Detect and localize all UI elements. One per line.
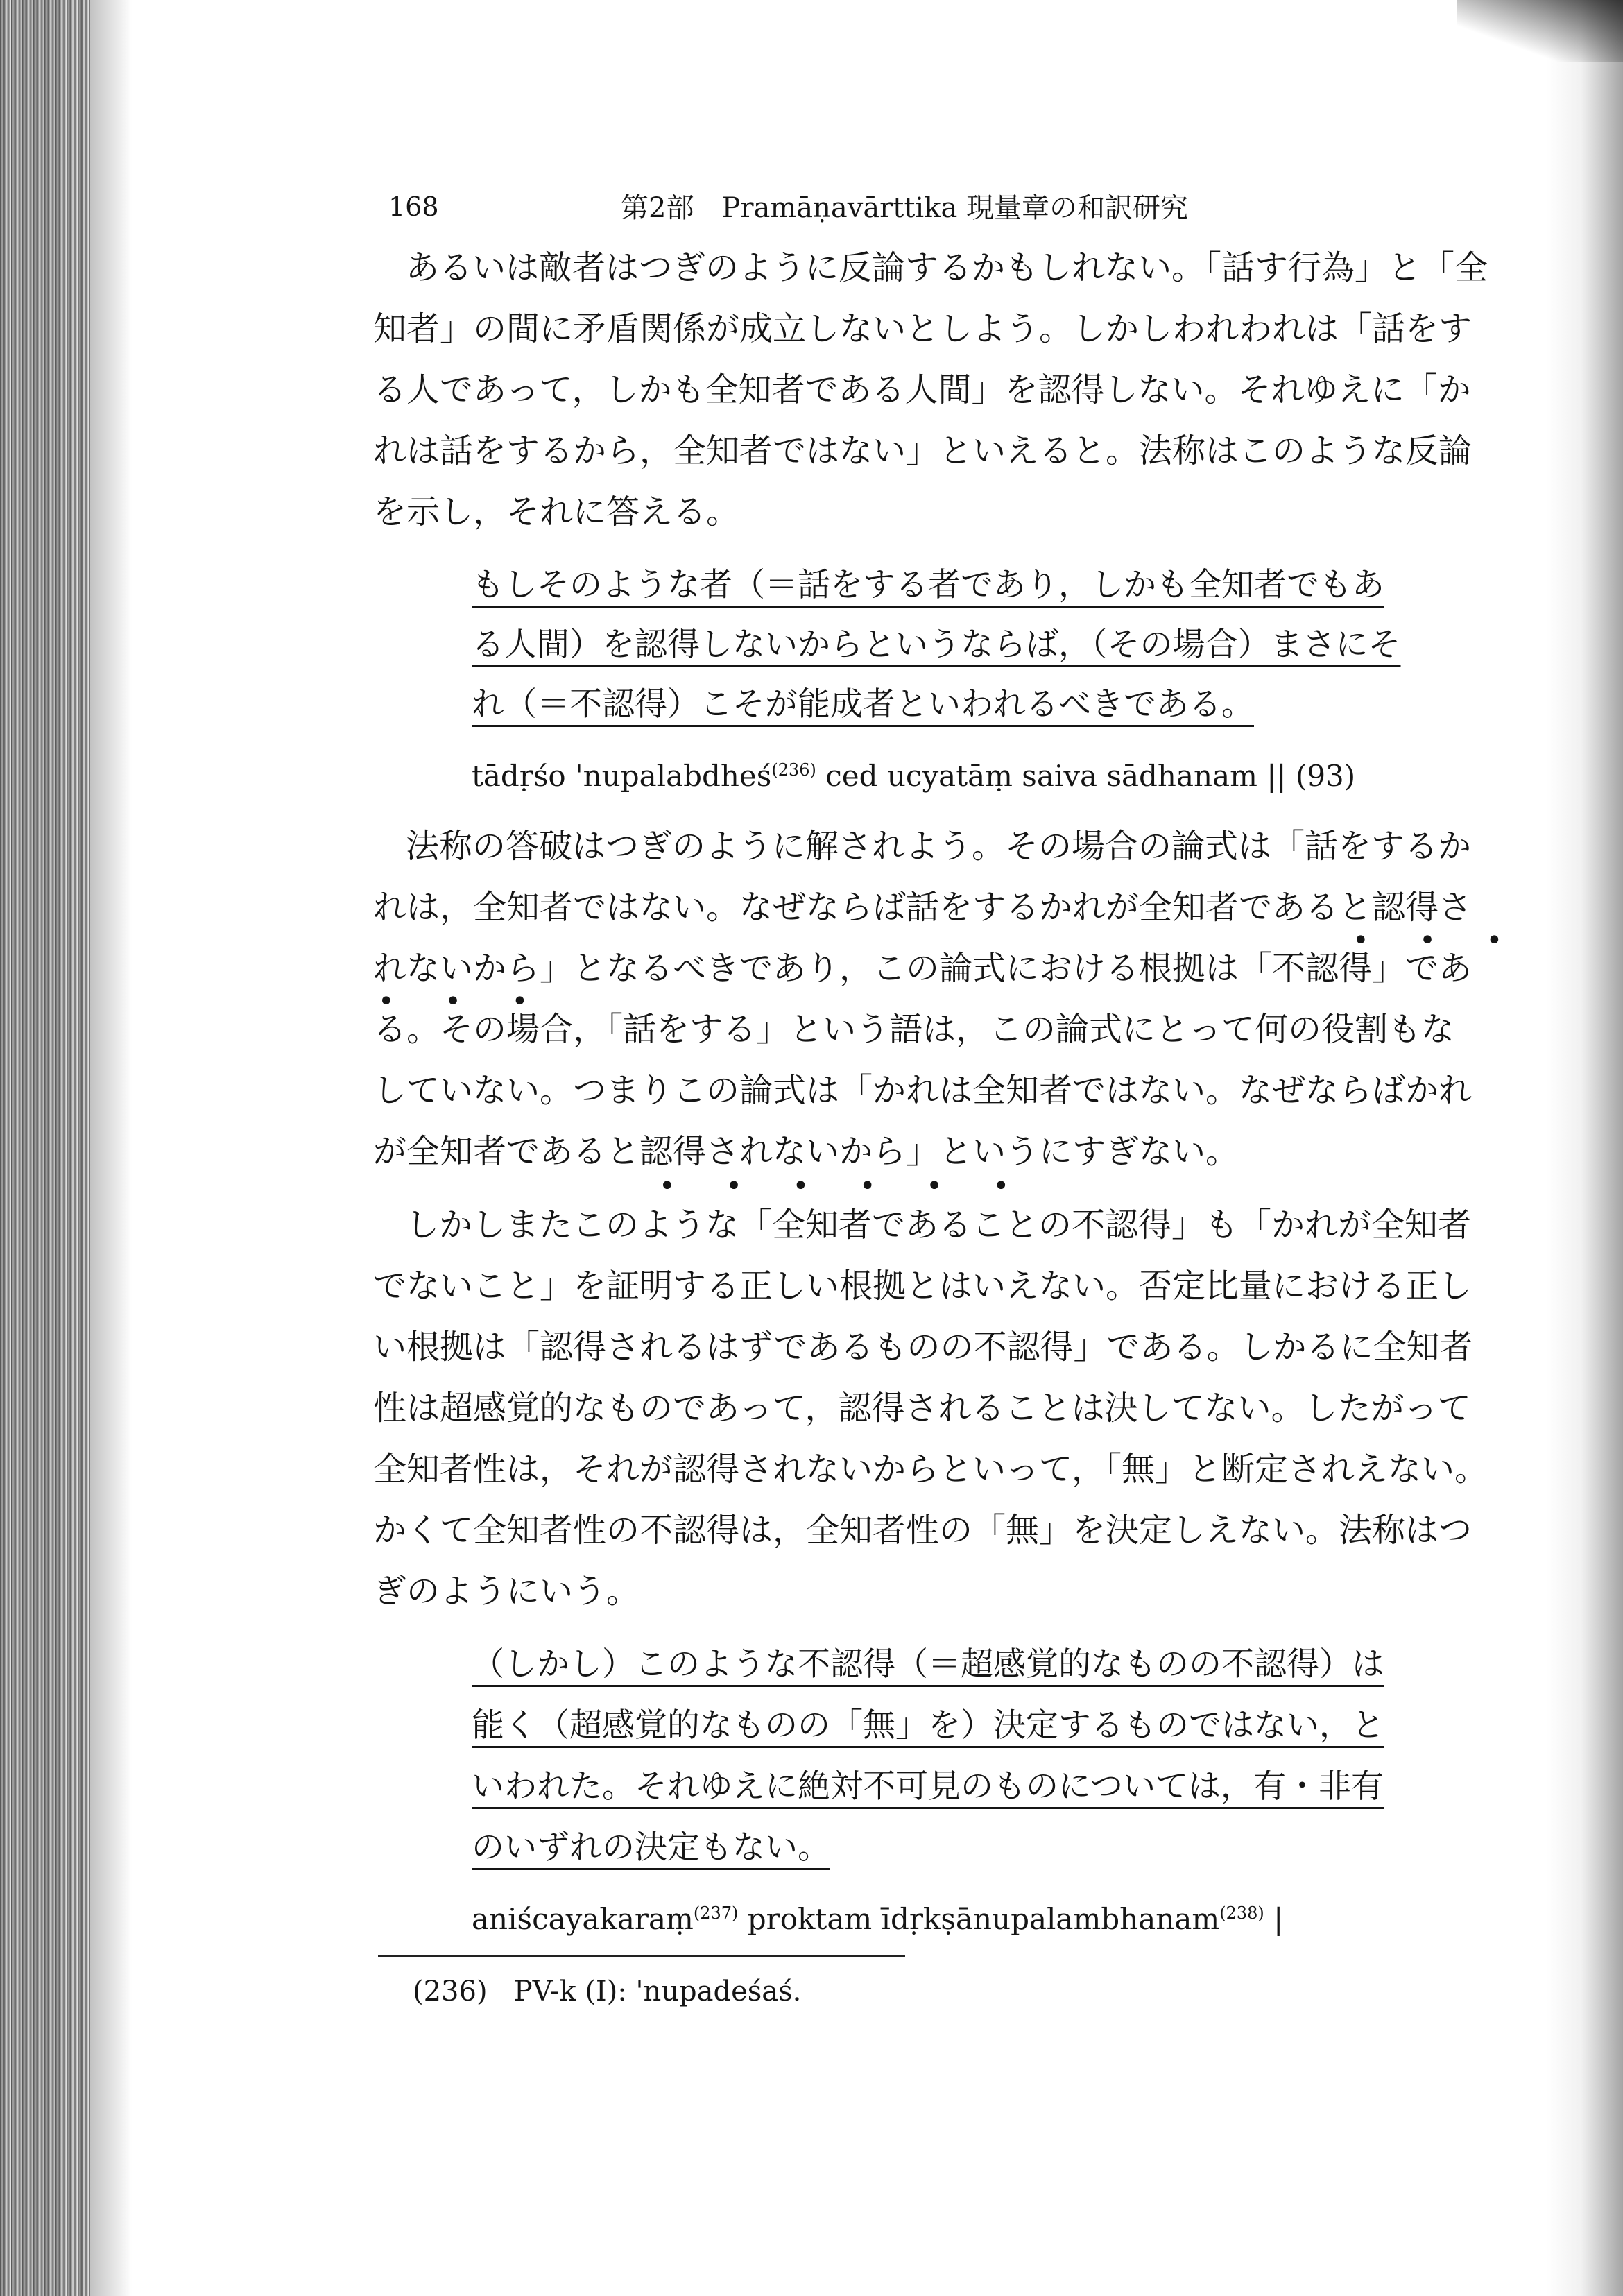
paragraph-line: れは話をするから，全知者ではない」といえると。法称はこのような反論 [373, 431, 1472, 470]
sanskrit-verse: tādṛśo 'nupalabdheś$^{(236)}$ ced ucyatāṃ saiva sādhanam || (93) [472, 759, 1356, 793]
paragraph-line: あるいは敵者はつぎのように反論するかもしれない。「話す行為」と「全 [406, 248, 1488, 287]
paragraph-line: い根拠は「認得されるはずであるものの不認得」である。しかるに全知者 [373, 1328, 1473, 1367]
paragraph-line: 全知者性は，それが認得されないからといって，「無」と断定されえない。 [373, 1450, 1488, 1489]
footnote-rule [378, 1955, 905, 1957]
sanskrit-verse: aniścayakaraṃ$^{(237)}$ proktam īdṛkṣānupalambhanam$^{(238)}$ | [472, 1902, 1284, 1936]
paragraph-line: る人であって，しかも全知者である人間」を認得しない。それゆえに「か [373, 370, 1471, 409]
paragraph-line: 知者」の間に矛盾関係が成立しないとしよう。しかしわれわれは「話をす [373, 309, 1472, 348]
emphasis-dots: • • • • • • [659, 1170, 1031, 1202]
paragraph-line: 性は超感覚的なものであって，認得されることは決してない。したがって [373, 1389, 1471, 1428]
paragraph-line: が全知者であると認得されないから」というにすぎない。 [373, 1132, 1239, 1171]
paragraph-line: かくて全知者性の不認得は，全知者性の「無」を決定しえない。法称はつ [373, 1511, 1472, 1550]
emphasis-dots: • • • [378, 986, 549, 1018]
footnote [413, 1976, 801, 2007]
footnote-ref: (237) [693, 1903, 739, 1923]
paragraph-line: 法称の答破はつぎのように解されよう。その場合の論式は「話をするか [406, 827, 1472, 866]
paragraph-line: しかしまたこのような「全知者であることの不認得」も「かれが全知者 [406, 1206, 1472, 1244]
paragraph-line: でないこと」を証明する正しい根拠とはいえない。否定比量における正し [373, 1267, 1472, 1305]
running-header: 第2部 Pramāṇavārttika 現量章の和訳研究 [621, 192, 1189, 224]
emphasis-dots: • • • [1352, 925, 1524, 957]
quote-line: もしそのような者（＝話をする者であり，しかも全知者でもあ [472, 566, 1384, 604]
footnote-number: (236) [413, 1976, 488, 2007]
quote-line: いわれた。それゆえに絶対不可見のものについては，有・非有 [472, 1767, 1384, 1806]
footnote-ref: (238) [1219, 1903, 1264, 1923]
quote-line: 能く（超感覚的なものの「無」を）決定するものではない，と [472, 1706, 1384, 1745]
quote-line: （しかし）このような不認得（＝超感覚的なものの不認得）は [472, 1645, 1384, 1684]
paragraph-line: ぎのようにいう。 [373, 1572, 640, 1611]
quote-line: る人間）を認得しないからというならば，（その場合）まさにそ [472, 626, 1401, 664]
paragraph-line: れは，全知者ではない。なぜならば話をするかれが全知者であると認得さ [373, 888, 1472, 927]
paragraph-line: を示し，それに答える。 [373, 492, 740, 531]
paragraph-line: る。その場合，「話をする」という語は，この論式にとって何の役割もな [373, 1010, 1455, 1049]
page-number: 168 [388, 191, 439, 222]
quote-line: のいずれの決定もない。 [472, 1828, 830, 1867]
quote-line: れ（＝不認得）こそが能成者といわれるべきである。 [472, 685, 1254, 723]
footnote-ref: (236) [771, 760, 816, 780]
footnote-text: PV-k (I): 'nupadeśaś. [513, 1976, 802, 2007]
paragraph-line: れないから」となるべきであり，この論式における根拠は「不認得」であ [373, 949, 1472, 988]
paragraph-line: していない。つまりこの論式は「かれは全知者ではない。なぜならばかれ [373, 1071, 1472, 1110]
